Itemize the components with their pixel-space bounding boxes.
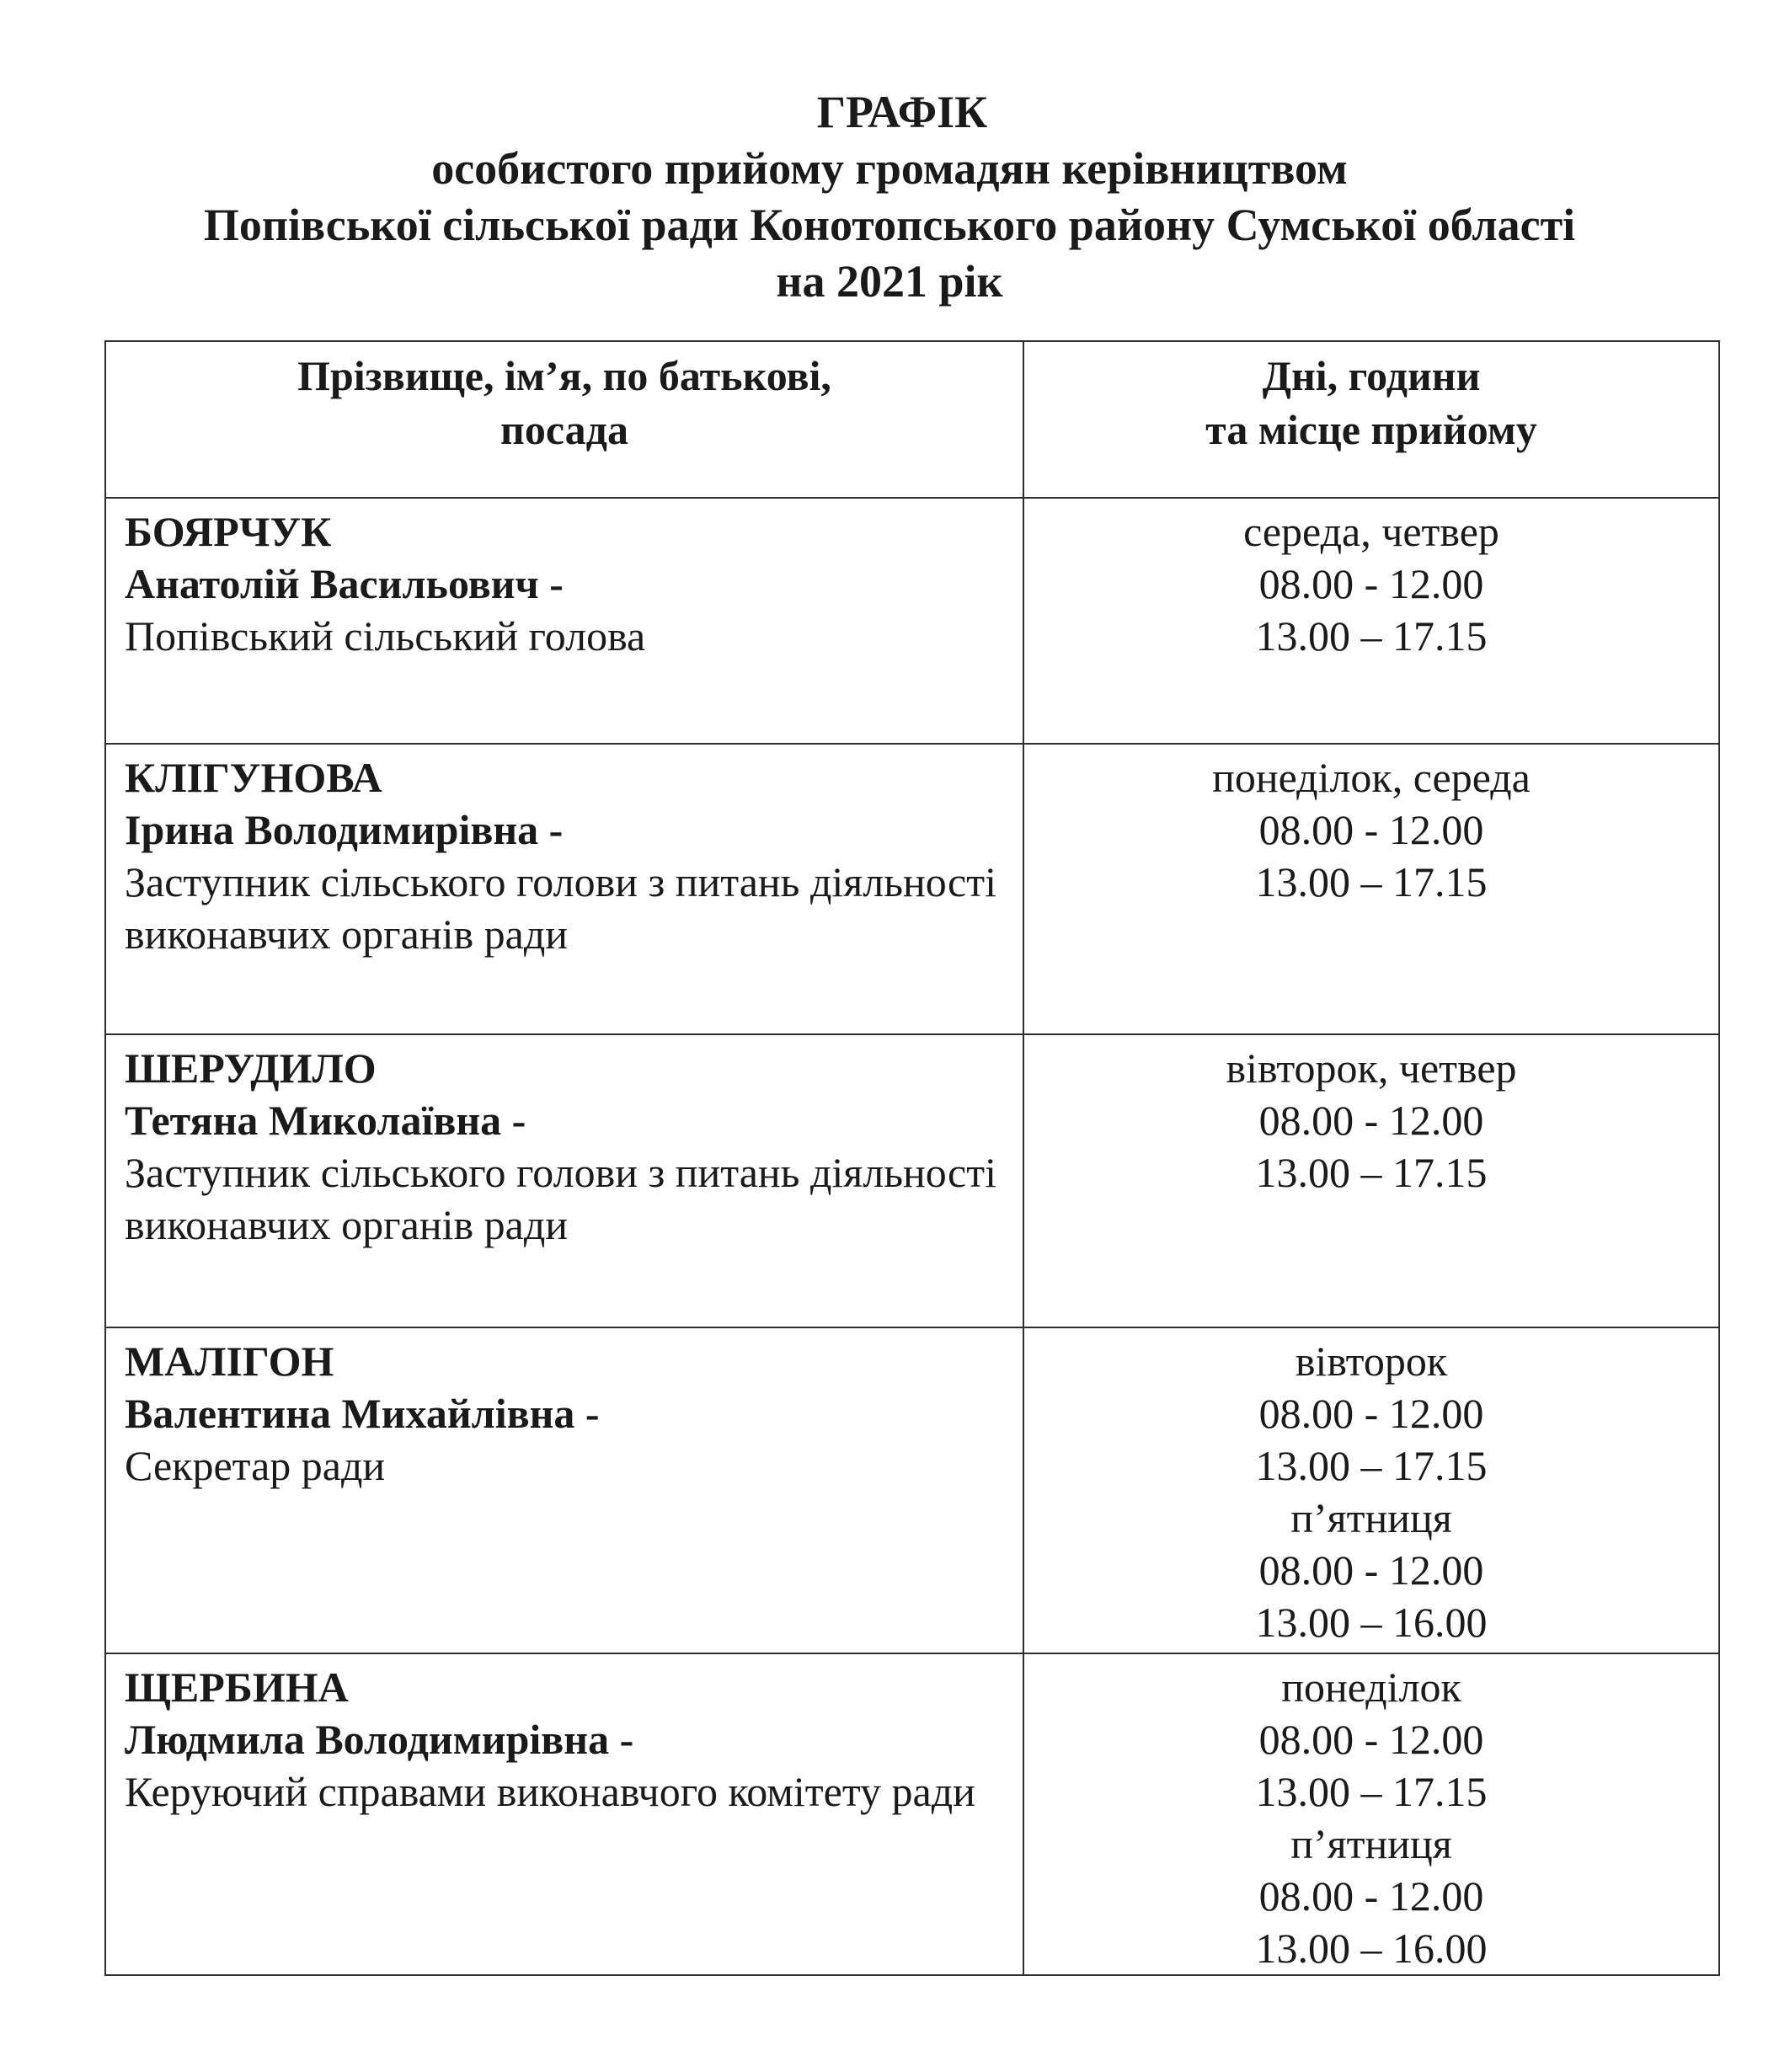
schedule-days: понеділок, середа [1212,754,1531,801]
header-name-line1: Прізвище, ім’я, по батькові, [297,352,831,399]
header-schedule [1023,341,1719,498]
schedule-hours: 13.00 – 17.15 [1255,1442,1488,1489]
schedule-cell [1023,1327,1719,1653]
schedule-hours: 08.00 - 12.00 [1258,560,1484,607]
document-title [0,84,1779,310]
header-name-line2: посада [500,406,628,453]
schedule-hours: 08.00 - 12.00 [1258,1390,1484,1437]
schedule-cell [1023,498,1719,744]
title-subtitle: особистого прийому громадян керівництвом [431,143,1348,194]
header-name-position [105,341,1023,498]
table-row [105,498,1719,744]
official-given-name: Анатолій Васильович - [125,560,564,607]
official-cell [105,498,1023,744]
official-given-name: Валентина Михайлівна - [125,1390,600,1437]
schedule-hours: 13.00 – 17.15 [1255,612,1488,660]
schedule-cell [1023,1034,1719,1327]
schedule-days: п’ятниця [1290,1494,1452,1541]
official-position: Заступник сільського голови з питань діяльності виконавчих органів ради [125,1149,996,1248]
official-given-name: Ірина Володимирівна - [125,806,564,853]
official-cell [105,1034,1023,1327]
schedule-days: понеділок [1281,1663,1461,1711]
schedule-hours: 13.00 – 17.15 [1255,1768,1488,1815]
schedule-hours: 08.00 - 12.00 [1258,1097,1484,1144]
schedule-days: вівторок, четвер [1226,1044,1517,1092]
official-surname: ЩЕРБИНА [125,1663,349,1711]
official-surname: КЛІГУНОВА [125,754,382,801]
official-cell [105,1653,1023,1975]
official-surname: ШЕРУДИЛО [125,1044,377,1092]
official-cell [105,744,1023,1034]
official-given-name: Людмила Володимирівна - [125,1716,634,1763]
header-schedule-line1: Дні, години [1262,352,1481,399]
table-row [105,1653,1719,1975]
title-heading: ГРАФІК [816,87,988,137]
table-row [105,1034,1719,1327]
official-position: Заступник сільського голови з питань діяльності виконавчих органів ради [125,858,996,958]
official-given-name: Тетяна Миколаївна - [125,1097,526,1144]
official-position: Керуючий справами виконавчого комітету ради [125,1768,975,1815]
schedule-hours: 08.00 - 12.00 [1258,806,1484,853]
schedule-hours: 08.00 - 12.00 [1258,1546,1484,1594]
table-header-row [105,341,1719,498]
schedule-days: п’ятниця [1290,1820,1452,1867]
schedule-table [104,340,1720,1976]
official-position: Секретар ради [125,1442,386,1489]
schedule-hours: 08.00 - 12.00 [1258,1716,1484,1763]
schedule-hours: 13.00 – 17.15 [1255,858,1488,905]
schedule-hours: 13.00 – 16.00 [1255,1599,1488,1646]
schedule-hours: 08.00 - 12.00 [1258,1872,1484,1920]
schedule-hours: 13.00 – 16.00 [1255,1925,1488,1972]
official-position: Попівський сільський голова [125,612,646,660]
schedule-hours: 13.00 – 17.15 [1255,1149,1488,1196]
schedule-cell [1023,744,1719,1034]
official-cell [105,1327,1023,1653]
header-schedule-line2: та місце прийому [1205,406,1537,453]
title-year: на 2021 рік [776,256,1003,307]
table-row [105,744,1719,1034]
schedule-days: середа, четвер [1243,508,1499,555]
schedule-cell [1023,1653,1719,1975]
official-surname: БОЯРЧУК [125,508,332,555]
official-surname: МАЛІГОН [125,1338,334,1385]
schedule-days: вівторок [1295,1338,1448,1385]
title-organization: Попівської сільської ради Конотопського району Сумської області [203,200,1576,250]
table-row [105,1327,1719,1653]
